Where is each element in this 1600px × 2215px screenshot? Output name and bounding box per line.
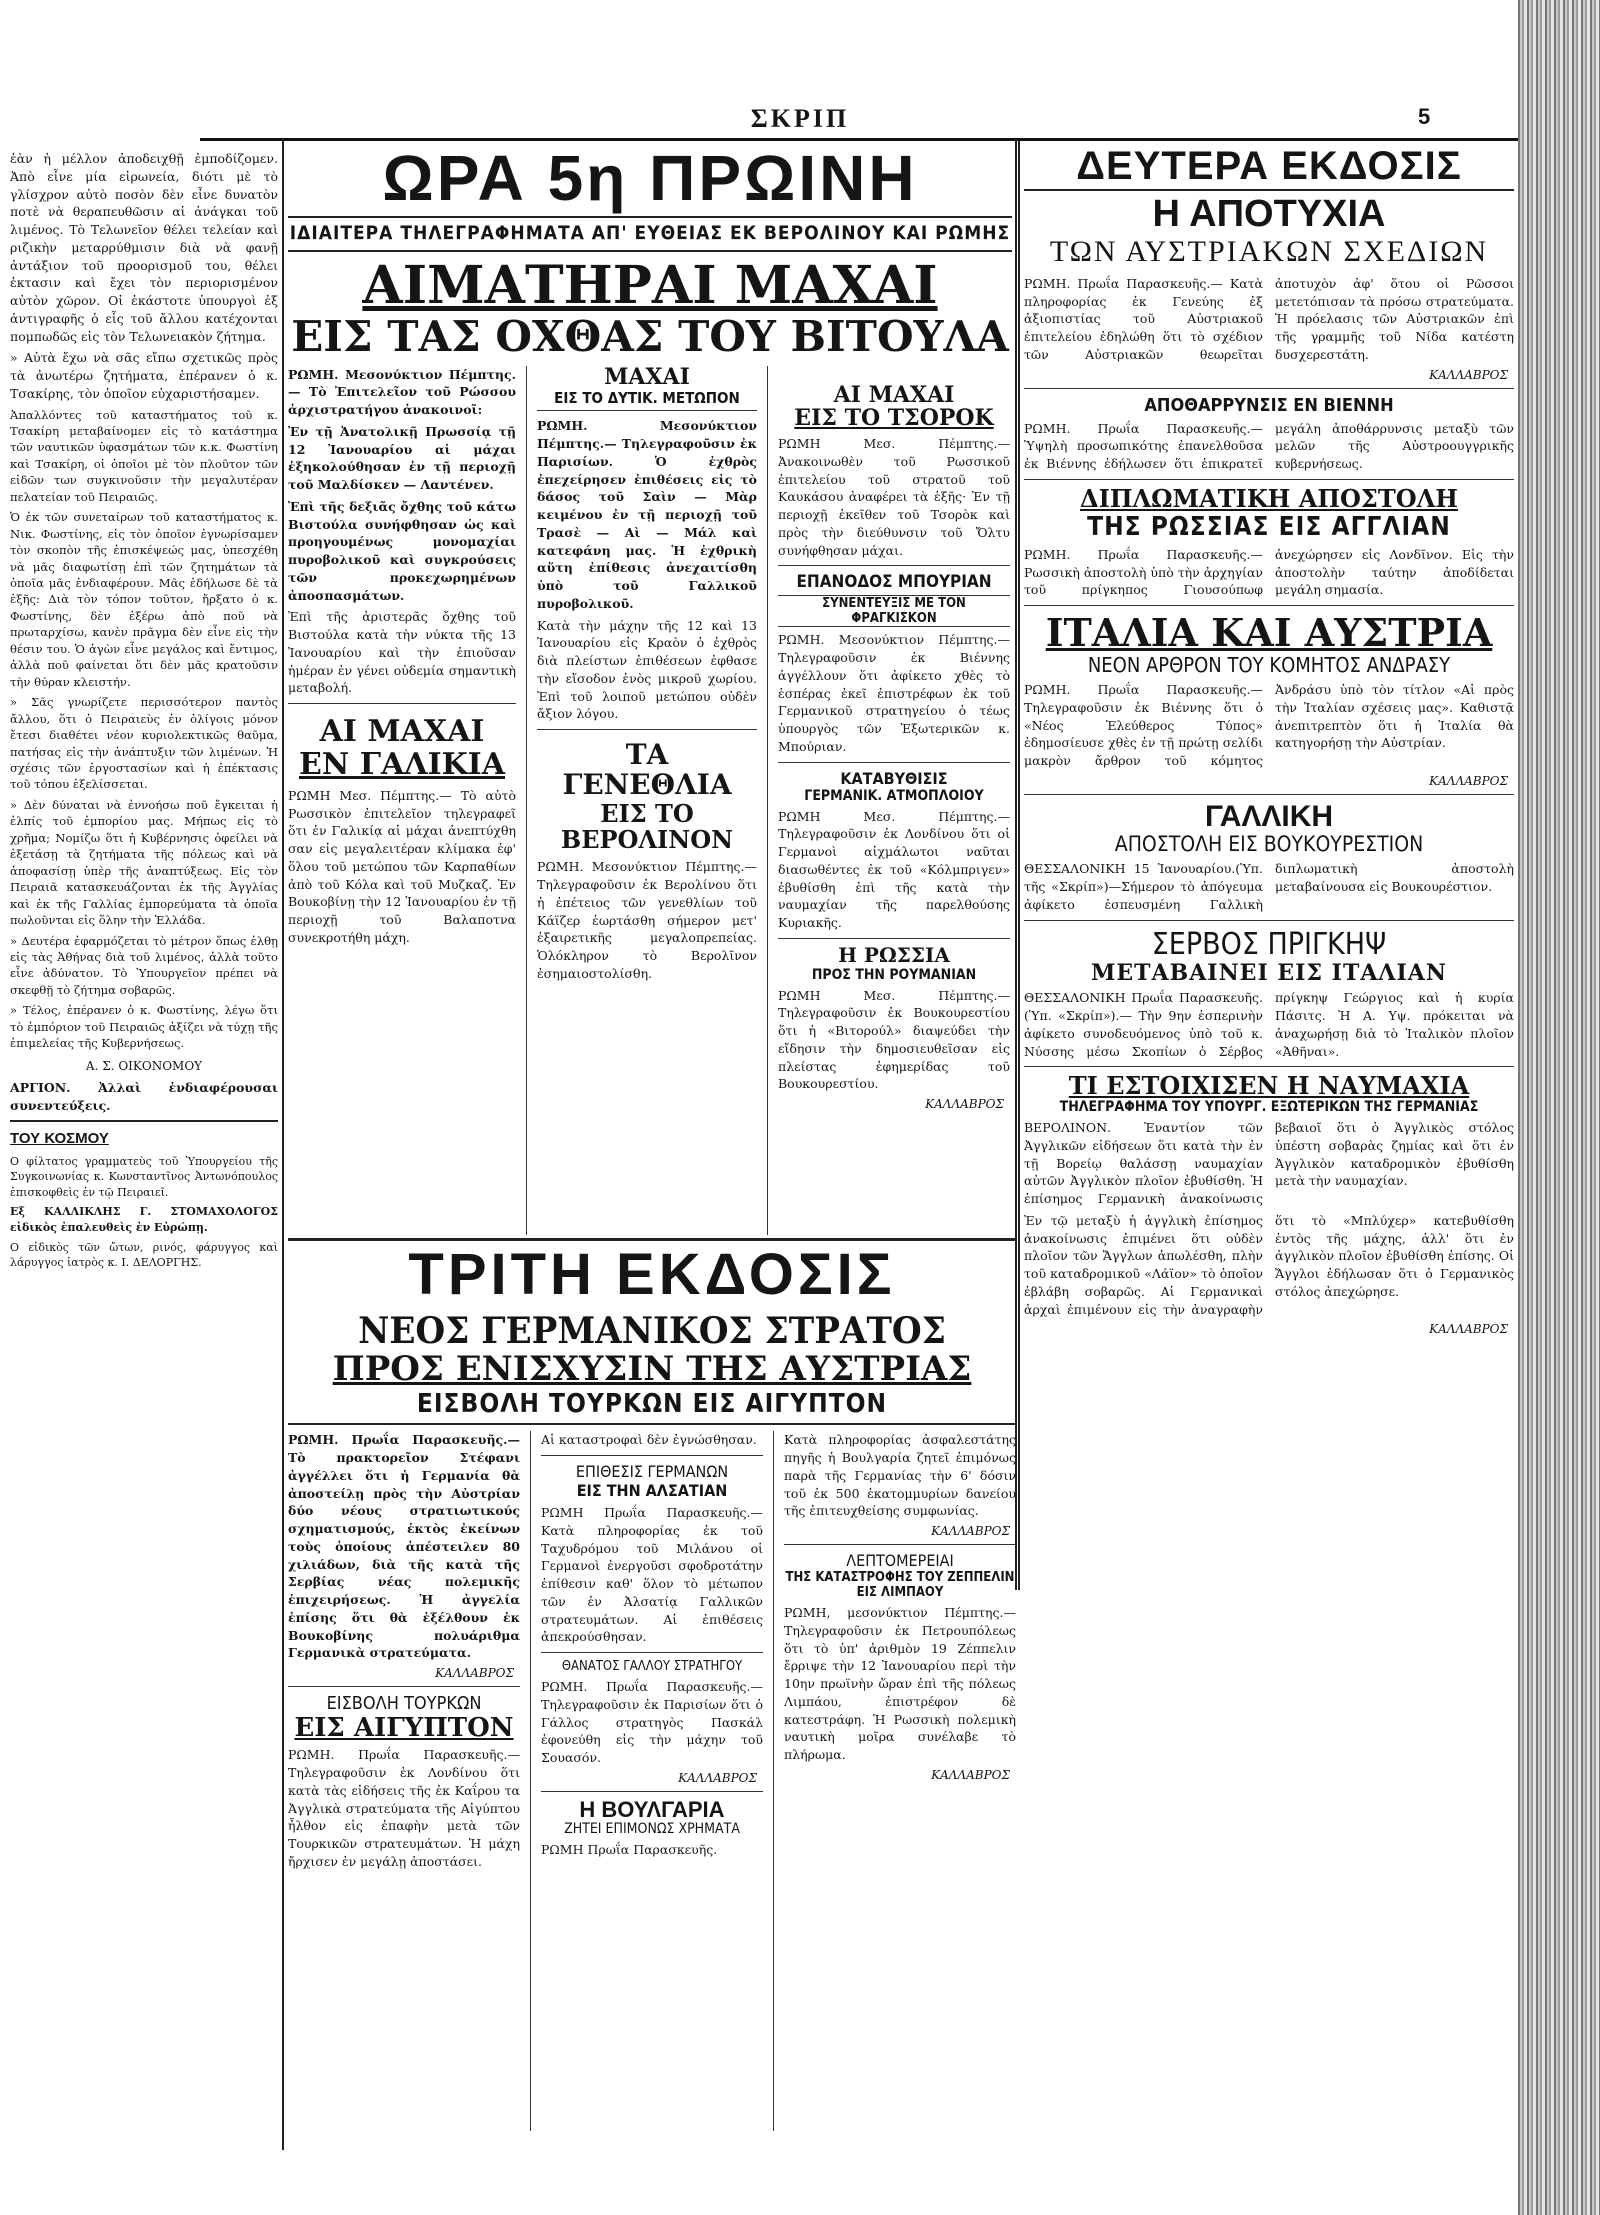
second-edition-title: ΔΕΥΤΕΡΑ ΕΚΔΟΣΙΣ <box>1024 145 1514 191</box>
divider <box>1024 920 1514 921</box>
page-header <box>0 0 1600 150</box>
byline: ΚΑΛΛΑΒΡΟΣ <box>1429 1322 1508 1337</box>
second-edition <box>1024 145 1514 2095</box>
subheadline-western-front: ΕΙΣ ΤΟ ΔΥΤΙΚ. ΜΕΤΩΠΟΝ <box>537 389 757 411</box>
column-rule <box>767 366 768 1235</box>
scan-edge <box>1518 0 1600 2215</box>
article-text: ΡΩΜΗ. Πρωΐα Παρασκευῆς.— Κατὰ πληροφορίας ἐκ Γενεύης ἐξ ἀξιοπιστίας τοῦ Αὐστριακοῦ ἐπιτελείου ἐδηλώθη ὅτι τὸ σχέδιον τῶν Αὐστριακῶν θεωρεῖται ἀποτυχὸν ἀφ' ὅτου οἱ Ρῶσσοι μετετόπισαν τὰ πρόσω στρατεύματα. Ἡ πρόελασις τῶν Αὐστριακῶν ἐπὶ τῆς γραμμῆς τοῦ Νίδα κατέστη δυσχερεστάτη. <box>1024 275 1514 362</box>
divider <box>288 1686 520 1687</box>
divider <box>784 1544 1016 1545</box>
hora-col-mid <box>537 363 757 1235</box>
article-text: ΡΩΜΗ. Πρωΐα Παρασκευῆς.— Τηλεγραφοῦσιν ἐκ Βιέννης ὅτι ὁ «Νέος Ἐλεύθερος Τύπος» ἐδημοσίευσε χθὲς ἐν τῇ πρώτῃ σελίδι μακρὸν ἄρθρον τοῦ κόμητος Ἀνδράσυ ὑπὸ τὸν τίτλον «Αἱ πρὸς τὴν Ἰταλίαν σχέσεις μας». Καθιστᾷ ἀνεπιτρεπτὸν ὅτι ἡ Ἰταλία θὰ κατηγορήσῃ τὴν Αὐστρίαν. <box>1024 682 1514 769</box>
headline-serbian-prince: ΣΕΡΒΟΣ ΠΡΙΓΚΗΨ <box>1151 926 1387 962</box>
headline-birthday: ΤΑ ΓΕΝΕΘΛΙΑ <box>562 738 732 802</box>
subheadline-serbian-prince: ΜΕΤΑΒΑΙΝΕΙ ΕΙΣ ΙΤΑΛΙΑΝ <box>1091 959 1447 986</box>
header-rule <box>200 138 1540 141</box>
article-text: Ἐπὶ τῆς δεξιᾶς ὄχθης τοῦ κάτω Βιστούλα συνήφθησαν ὡς καὶ προηγουμένως μονομαχίαι πυροβολικοῦ καὶ συγκρούσεις τῶν προκεχωρημένων ἀποσπασμάτων. <box>288 498 516 603</box>
byline: ΚΑΛΛΑΒΡΟΣ <box>925 1097 1004 1112</box>
divider <box>1024 388 1514 389</box>
article-text: Ο εἰδικὸς τῶν ὤτων, ρινός, φάρυγγος καὶ λάρυγγος ἰατρὸς κ. Ι. ΔΕΛΟΡΓΗΣ. <box>10 1240 278 1270</box>
hora-title: ΩΡΑ 5η ΠΡΩΙΝΗ <box>382 145 918 214</box>
column-rule <box>773 1431 774 2131</box>
headline-burian: ΕΠΑΝΟΔΟΣ ΜΠΟΥΡΙΑΝ <box>796 572 992 593</box>
headline-vistula: ΕΙΣ ΤΑΣ ΟΧΘΑΣ ΤΟΥ ΒΙΤΟΥΛΑ <box>291 312 1009 362</box>
divider <box>778 565 1010 566</box>
byline: ΚΑΛΛΑΒΡΟΣ <box>931 1767 1010 1782</box>
article-text: ΑΡΓΙΟΝ. Ἀλλαὶ ἐνδιαφέρουσαι συνεντεύξεις. <box>10 1079 278 1113</box>
article-text: » Τέλος, ἐπέρανεν ὁ κ. Φωστίνης, λέγω ὅτι τὸ ἐμπόριον τοῦ Πειραιῶς ἀξίζει νὰ τύχῃ τῆς ἐπιμελείας τῆς Κυβερνήσεως. <box>10 1003 278 1051</box>
headline-sinking: ΚΑΤΑΒΥΘΙΣΙΣ <box>840 768 948 788</box>
hora-columns <box>288 363 1012 1235</box>
byline: ΚΑΛΛΑΒΡΟΣ <box>435 1666 514 1681</box>
subheadline-zeppelin: ΤΗΣ ΚΑΤΑΣΤΡΟΦΗΣ ΤΟΥ ΖΕΠΠΕΛΙΝ ΕΙΣ ΛΙΜΠΑΟΥ <box>785 1570 1015 1601</box>
headline-bloody-battles: ΑΙΜΑΤΗΡΑΙ ΜΑΧΑΙ <box>362 255 938 317</box>
article-text: ΡΩΜΗ Μεσ. Πέμπτης.— Ἀνακοινωθὲν τοῦ Ρωσσικοῦ ἐπιτελείου τοῦ στρατοῦ τοῦ Καυκάσου ἀναφέρει τὰ ἑξῆς· Ἐν τῇ περιοχῇ ἐκεῖθεν τοῦ Τσορὸκ καὶ πρὸς τὴν διεύθυνσιν τοῦ Ὄλτυ συνήφθησαν μάχαι. <box>778 436 1010 558</box>
byline: ΚΑΛΛΑΒΡΟΣ <box>931 1524 1010 1539</box>
article-text: Ἐν τῷ μεταξὺ ἡ ἀγγλικὴ ἐπίσημος ἀνακοίνωσις ἐπιμένει ὅτι οὐδὲν πλοῖον τῶν Ἄγγλων ἀπωλέσθη, πλὴν τοῦ καταδρομικοῦ «Λάϊον» τὸ ὁποῖον ἐβλάβη σοβαρῶς. Αἱ Γερμανικαὶ ἀρχαὶ ἐπιμένουν εἰς τὴν ἀναγραφὴν ὅτι τὸ «Μπλύχερ» κατεβυθίσθη ἐντὸς τῆς μάχης, ἀλλ' ὅτι ἐν ἀγγλικὸν πλοῖον ἐβυθίσθη ἐπίσης. Οἱ Ἄγγλοι ἐδήλωσαν ὅτι ὁ Γερμανικὸς στόλος ἀπεχώρησε. <box>1024 1212 1514 1317</box>
article-text: ΡΩΜΗ. Πρωΐα Παρασκευῆς.— Τὸ πρακτορεῖον Στέφανι ἀγγέλλει ὅτι ἡ Γερμανία θὰ ἀποστείλῃ πρὸς τὴν Αὐστρίαν δύο νέους στρατιωτικούς σχηματισμούς, ἐκτὸς ἐκείνων τοὺς ὁποίους ἀπέστειλεν 80 χιλιάδων, διὰ τῆς κατὰ τῆς Σερβίας νέας πολεμικῆς ἐπιχειρήσεως. Ἡ ἀγγελία ἐπίσης ὅτι θὰ ἐξέλθουν ἐκ Βουκοβίνης πολυάριθμα Γερμανικὰ στρατεύματα. <box>288 1432 520 1661</box>
headline-galicia-sub: ΕΝ ΓΑΛΙΚΙΑ <box>298 746 505 782</box>
headline-western-front: ΜΑΧΑΙ <box>604 363 690 390</box>
headline-galicia: ΑΙ ΜΑΧΑΙ <box>319 714 485 750</box>
subheadline-french: ΑΠΟΣΤΟΛΗ ΕΙΣ ΒΟΥΚΟΥΡΕΣΤΙΟΝ <box>1114 832 1424 857</box>
article-text: ΡΩΜΗ Μεσ. Πέμπτης.— Τηλεγραφοῦσιν ἐκ Λονδίνου ὅτι οἱ Γερμανοὶ αἰχμάλωτοι ναῦται διασωθέντες ἐκ τοῦ «Κόλμπριγεν» ἐβυθίσθη ἐπὶ τῆς κατὰ τὴν ναυμαχίαν τῆς παρελθούσης Κυριακῆς. <box>778 808 1010 931</box>
subheadline-naval-battle: ΤΗΛΕΓΡΑΦΗΜΑ ΤΟΥ ΥΠΟΥΡΓ. ΕΞΩΤΕΡΙΚΩΝ ΤΗΣ ΓΕΡΜΑΝΙΑΣ <box>1059 1099 1479 1116</box>
article-text: ΡΩΜΗ, μεσονύκτιον Πέμπτης.— Τηλεγραφοῦσιν ἐκ Πετρουπόλεως ὅτι τὸ ὑπ' ἀριθμὸν 19 Ζέππελιν ἔρριψε τὴν 12 Ἰανουαρίου περὶ τὴν 10ην πρωϊνὴν ὥραν ἐπὶ τῆς πόλεως Λιμπάου, ἐπιστρέφον δὲ κατεστράφη. Ἡ Ρωσσικὴ πολεμικὴ ναυτικὴ μοῖρα συνέλαβε τὸ πλήρωμα. <box>784 1605 1016 1763</box>
byline: ΚΑΛΛΑΒΡΟΣ <box>1429 367 1508 382</box>
page-number: 5 <box>1418 104 1431 129</box>
headline-new-army: ΝΕΟΣ ΓΕΡΜΑΝΙΚΟΣ ΣΤΡΑΤΟΣ <box>358 1309 946 1352</box>
article-text: ΡΩΜΗ. Πρωΐα Παρασκευῆς.— Τηλεγραφοῦσιν ἐκ Παρισίων ὅτι ὁ Γάλλος στρατηγὸς Πασκάλ ἐφονεύθη εἰς τὴν μάχην τοῦ Σουασόν. <box>541 1679 763 1766</box>
article-text: Κατὰ πληροφορίας ἀσφαλεστάτης πηγῆς ἡ Βουλγαρία ζητεῖ ἐπιμόνως παρὰ τῆς Γερμανίας τὴν 6' δόσιν τοῦ ἐκ 500 ἑκατομμυρίων δανείου τῆς ἐπιτευχθείσης συμφωνίας. <box>784 1432 1016 1519</box>
divider <box>541 1652 763 1653</box>
headline-tsorok-sub: ΕΙΣ ΤΟ ΤΣΟΡΟΚ <box>794 405 994 432</box>
hora-col-left <box>288 366 516 1235</box>
headline-russia: Η ΡΩΣΣΙΑ <box>838 942 950 967</box>
section-heading: ΤΟΥ ΚΟΣΜΟΥ <box>10 1130 109 1148</box>
third-col-left <box>288 1431 520 2131</box>
article-text: ΡΩΜΗ Πρωΐα Παρασκευῆς. <box>541 1842 718 1858</box>
headline-invasion: ΕΙΣΒΟΛΗ ΤΟΥΡΚΩΝ ΕΙΣ ΑΙΓΥΠΤΟΝ <box>416 1389 888 1420</box>
headline-french: ΓΑΛΛΙΚΗ <box>1204 799 1334 833</box>
article-text: ΡΩΜΗ. Πρωΐα Παρασκευῆς.— Ὑψηλὴ προσωπικότης ἐπανελθοῦσα ἐκ Βιέννης ἐδήλωσεν ὅτι ἐπικρατεῖ μεγάλη ἀποθάρρυνσις μεταξὺ τῶν μελῶν τῆς Αὐστροουγγρικῆς κυβερνήσεως. <box>1024 420 1514 472</box>
headline-general-death: ΘΑΝΑΤΟΣ ΓΑΛΛΟΥ ΣΤΡΑΤΗΓΟΥ <box>561 1659 743 1675</box>
article-text: Ὁ ἐκ τῶν συνεταίρων τοῦ καταστήματος κ. Νικ. Φωστίνης, εἰς τὸν ὁποῖον ἐγνωρίσαμεν τὸν σκοπὸν τῆς ἐπισκέψεώς μας, ὑπεσχέθη νὰ μᾶς διαφωτίσῃ ἐπὶ τῶν ζητημάτων τὰ ὁποῖα μᾶς ἐνδιαφέρουν. Μᾶς ἐδήλωσε δὲ τὰ ἑξῆς: Διὰ τὸν τόπον τοῦτον, ἤρξατο ὁ κ. Φωστίνης, δὲν ἐξέρω ἀπὸ ποῦ νὰ πρωταρχίσω, κανὲν πρᾶγμα δὲν εἶνε εἰς τὴν θέσιν του. Ὁ ἀγὼν εἶνε μεγάλος καὶ ἔντιμος, ἀλλὰ ποῦ φαίνεται ὅτι δὲν μᾶς κρατοῦσιν τὴν θύραν κλειστήν. <box>10 510 278 689</box>
article-text: ΡΩΜΗ Πρωΐα Παρασκευῆς.— Κατὰ πληροφορίας ἐκ τοῦ Ταχυδρόμου τοῦ Μιλάνου οἱ Γερμανοὶ ἐνεργοῦσι σφοδροτάτην ἐπίθεσιν καθ' ὅλον τὸ μέτωπον τῶν ἐν Ἀλσατίᾳ Γαλλικῶν στρατευμάτων. Αἱ ἐπιθέσεις ἀπεκρούσθησαν. <box>541 1505 763 1645</box>
article-text: ΡΩΜΗ. Μεσονύκτιον Πέμπτης.— Τὸ Ἐπιτελεῖον τοῦ Ρώσσου ἀρχιστρατήγου ἀνακοινοῖ: <box>288 366 516 418</box>
subheadline-alsace: ΕΙΣ ΤΗΝ ΑΛΣΑΤΙΑΝ <box>576 1481 728 1501</box>
divider <box>537 729 757 730</box>
divider <box>778 938 1010 939</box>
subheadline-turk-invasion: ΕΙΣ ΑΙΓΥΠΤΟΝ <box>294 1713 514 1744</box>
headline-tsorok: ΑΙ ΜΑΧΑΙ <box>833 381 955 408</box>
headline-details: ΛΕΠΤΟΜΕΡΕΙΑΙ <box>846 1551 954 1571</box>
article-text: ΡΩΜΗ. Μεσονύκτιον Πέμπτης.— Τηλεγραφοῦσιν ἐκ Βερολίνου ὅτι ἡ ἐπέτειος τῶν γενεθλίων τοῦ Κάϊζερ ἑωρτάσθη σήμερον μετ' ἐξαιρετικῆς μεγαλοπρεπείας. Ὁλόκληρον τὸ Βερολῖνον ἐσημαιοστολίσθη. <box>537 859 757 981</box>
headline-failure: Η ΑΠΟΤΥΧΙΑ <box>1152 193 1386 235</box>
article-text: Ἀπαλλόντες τοῦ καταστήματος τοῦ κ. Τσακίρη μεταβαίνομεν εἰς τὸ κατάστημα τῶν ναυτικῶν ὑφασμάτων τῶν κ.κ. Φωστίνη καὶ Τσακίρη, οἱ ὁποῖοι μὲ τὸν πλοῦτον τῶν εἰδῶν των συγκινοῦσιν τὴν μεγαλυτέραν πελατείαν τοῦ Πειραιῶς. <box>10 407 278 504</box>
article-text: ΡΩΜΗ. Μεσονύκτιον Πέμπτης.— Τηλεγραφοῦσιν ἐκ Παρισίων. Ὁ ἐχθρὸς ἐπεχείρησεν ἐπιθέσεις εἰς τὸ δάσος τοῦ Σαὶν — Μὰρ κειμένου ἐν τῇ περιοχῇ τοῦ Τρασὲ — Αὶ — Μάλ καὶ κατεφάνη μας. Ἡ ἐχθρικὴ αὕτη ἐπίθεσις ἀνεχαιτίσθη ὑπὸ τοῦ Γαλλικοῦ πυροβολικοῦ. <box>537 418 757 611</box>
article-text: Εξ ΚΑΛΛΙΚΛΗΣ Γ. ΣΤΟΜΑΧΟΛΟΓΟΣ εἰδικὸς ἐπαλευθεὶς ἐν Εὐρώπῃ. <box>10 1205 278 1234</box>
byline: ΚΑΛΛΑΒΡΟΣ <box>678 1770 757 1785</box>
article-text: Ἐν τῇ Ἀνατολικῇ Πρωσσίᾳ τῇ 12 Ἰανουαρίου αἱ μάχαι ἐξηκολούθησαν ἐν τῇ περιοχῇ τοῦ Μαλδίσκεν — Λαντένεν. <box>288 423 516 493</box>
article-text: ΡΩΜΗ Μεσ. Πέμπτης.— Τηλεγραφοῦσιν ἐκ Βουκουρεστίου ὅτι ἡ «Βιτορούλ» διαψεύδει τὴν εἴδησιν τὴν δημοσιευθεῖσαν εἰς πλείστας ἐφημερίδας τοῦ Βουκουρεστίου. <box>778 987 1010 1092</box>
masthead: ΣΚΡΙΠ <box>750 104 850 133</box>
byline: ΚΑΛΛΑΒΡΟΣ <box>1429 773 1508 788</box>
headline-reinforcement: ΠΡΟΣ ΕΝΙΣΧΥΣΙΝ ΤΗΣ ΑΥΣΤΡΙΑΣ <box>332 1348 972 1389</box>
article-text: ΒΕΡΟΛΙΝΟΝ. Ἐναντίον τῶν Ἀγγλικῶν εἰδήσεων ὅτι κατὰ τὴν ἐν τῇ Βορείῳ θαλάσσῃ ναυμαχίαν αὐτῶν Ἀγγλικὸν πλοῖον ἐβυθίσθη. Ἡ ἐπίσημος Γερμανικὴ ἀνακοίνωσις βεβαιοῖ ὅτι ὁ Ἀγγλικὸς στόλος ὑπέστη σοβαρὰς ζημίας καὶ ὅτι ἐν Ἀγγλικὸν καταδρομικὸν ἐβυθίσθη μετὰ τὴν ναυμαχίαν. <box>1024 1120 1514 1207</box>
column-rule <box>530 1431 531 2131</box>
headline-vienna: ΑΠΟΘΑΡΡΥΝΣΙΣ ΕΝ ΒΙΕΝΝΗ <box>1144 394 1394 416</box>
author-signature: Α. Σ. ΟΙΚΟΝΟΜΟΥ <box>85 1058 203 1073</box>
divider <box>288 250 1012 252</box>
divider <box>288 1423 1016 1425</box>
divider <box>1024 479 1514 480</box>
headline-alsace: ΕΠΙΘΕΣΙΣ ΓΕΡΜΑΝΩΝ <box>575 1462 729 1482</box>
divider <box>778 762 1010 763</box>
divider <box>541 1791 763 1792</box>
article-text: » Δευτέρα ἐφαρμόζεται τὸ μέτρον ὅπως ἐλθῃ εἰς τὰς Ἀθήνας διὰ τοῦ λιμένος, ἀλλὰ τοῦτο εἶνε ἀδύνατον. Τὸ Ὑπουργεῖον πρέπει νὰ σκεφθῇ τὸ ζήτημα σοβαρῶς. <box>10 933 278 997</box>
article-text: » Σᾶς γνωρίζετε περισσότερον παντὸς ἄλλου, ὅτι ὁ Πειραιεὺς ἐν ὀλίγοις μόνον ἔτεσι διαθέτει νέον κυριολεκτικῶς θαῦμα, πατήσας εἰς τὴν ἀνάπτυξιν τῶν λιμένων. Ἡ σχέσις τῶν ἐργοστασίων καὶ ἡ ἐπέκτασις τοῦ τόπου ἐξελίσσεται. <box>10 695 278 792</box>
article-text: » Δὲν δύναται νὰ ἐννοήσω ποῦ ἔγκειται ἡ ἐλπίς τοῦ ἐμπορίου μας. Μήπως εἰς τὸ χρῆμα; Νομίζω ὅτι ἡ Κυβέρνησις ὀφείλει νὰ ἐξετάσῃ τὰ ζητήματα τῆς πόλεως καὶ νὰ ἀποφασίσῃ ὑπὲρ τῆς ἀναπτύξεως. Εἰς τὸν Πειραιᾶ κατασκευάζονται ἐκ τῆς Ἀγγλίας καὶ ἐκ τῆς Γαλλίας ἐμπορεύματα τὰ ὁποῖα πωλοῦνται εἰς ὅλην τὴν Ἑλλάδα. <box>10 797 278 928</box>
subheadline-failure: ΤΩΝ ΑΥΣΤΡΙΑΚΩΝ ΣΧΕΔΙΩΝ <box>1049 234 1489 268</box>
third-edition-title: ΤΡΙΤΗ ΕΚΔΟΣΙΣ <box>288 1238 1016 1306</box>
headline-bulgaria: Η ΒΟΥΛΓΑΡΙΑ <box>579 1796 725 1822</box>
divider <box>541 1455 763 1456</box>
article-text: ΡΩΜΗ Μεσ. Πέμπτης.— Τὸ αὐτὸ Ρωσσικὸν ἐπιτελεῖον τηλεγραφεῖ ὅτι ἐν Γαλικίᾳ αἱ μάχαι ἀνεπτύχθη σαν εἰς μεγαλειτέραν κλίμακα ἐφ' ὅλου τοῦ μετώπου τῶν Καρπαθίων ἀπὸ τοῦ Κόλα καὶ τοῦ Μυζκαζ. Ἐν Βουκοβίνῃ τὴν 12 Ἰανουαρίου ἐν τῇ περιοχῇ τοῦ Βαλαποτνα συνεκροτήθη μάχη. <box>288 787 516 945</box>
headline-turk-invasion: ΕΙΣΒΟΛΗ ΤΟΥΡΚΩΝ <box>326 1693 482 1715</box>
subheadline-russia: ΠΡΟΣ ΤΗΝ ΡΟΥΜΑΝΙΑΝ <box>811 966 977 983</box>
divider <box>288 216 1012 218</box>
article-column-1 <box>10 150 278 2140</box>
subheadline-sinking: ΓΕΡΜΑΝΙΚ. ΑΤΜΟΠΛΟΙΟΥ <box>804 787 984 804</box>
article-text: Ἐπὶ τῆς ἀριστερᾶς ὄχθης τοῦ Βιστούλα κατὰ τὴν νύκτα τῆς 13 Ἰανουαρίου καὶ τὴν ἐπιοῦσαν ἡμέραν ἐν γένει οὐδεμία σημαντικὴ μεταβολή. <box>288 609 516 696</box>
article-text: ΘΕΣΣΑΛΟΝΙΚΗ Πρωΐα Παρασκευῆς. (Ὑπ. «Σκρίπ»).— Τὴν 9ην ἑσπερινὴν ἀφίκετο συνοδευόμενος ὑπὸ τοῦ κ. Νύσσης μέσω Σκοπίων ὁ Σέρβος πρίγκηψ Γεώργιος καὶ ἡ κυρία Πάσιτς. Ἡ Α. Υψ. πρόκειται νὰ ἀναχωρήσῃ διὰ τὸ Ἰταλικὸν πλοῖον «Ἀθῆναι». <box>1024 990 1514 1059</box>
divider <box>288 703 516 704</box>
hora-block <box>288 145 1012 1235</box>
hora-subtitle: ΙΔΙΑΙΤΕΡΑ ΤΗΛΕΓΡΑΦΗΜΑΤΑ ΑΠ' ΕΥΘΕΙΑΣ ΕΚ ΒΕΡΟΛΙΝΟΥ ΚΑΙ ΡΩΜΗΣ <box>289 222 1011 245</box>
subheadline-bulgaria: ΖΗΤΕΙ ΕΠΙΜΟΝΩΣ ΧΡΗΜΑΤΑ <box>564 1821 740 1838</box>
divider <box>10 1120 278 1122</box>
headline-birthday-sub: ΕΙΣ ΤΟ ΒΕΡΟΛΙΝΟΝ <box>560 798 734 854</box>
divider <box>1024 605 1514 606</box>
headline-naval-battle: ΤΙ ΕΣΤΟΙΧΙΣΕΝ Η ΝΑΥΜΑΧΙΑ <box>1068 1071 1470 1101</box>
divider <box>1024 794 1514 795</box>
article-text: Κατὰ τὴν μάχην τῆς 12 καὶ 13 Ἰανουαρίου εἰς Κραὸν ὁ ἐχθρὸς διὰ πλείστων ἐπιθέσεων ἐφθασε τὴν εἴσοδον ἑνὸς μικροῦ χωρίου. Ἐπὶ τοῦ λοιποῦ μετώπου οὐδὲν ἄξιον λόγου. <box>537 617 757 722</box>
article-text: » Αὐτὰ ἔχω νὰ σᾶς εἴπω σχετικῶς πρὸς τὰ ἀνωτέρω ζητήματα, ἐπέρανεν ὁ κ. Τσακίρης, τὸν ὁποῖον εὐχαριστήσαμεν. <box>10 350 278 401</box>
third-col-right <box>784 1431 1016 2131</box>
column-rule <box>1018 140 1020 1590</box>
headline-italy-austria: ΙΤΑΛΙΑ ΚΑΙ ΑΥΣΤΡΙΑ <box>1045 610 1493 656</box>
subheadline-italy-austria: ΝΕΟΝ ΑΡΘΡΟΝ ΤΟΥ ΚΟΜΗΤΟΣ ΑΝΔΡΑΣΥ <box>1087 653 1451 678</box>
hora-col-right <box>778 366 1010 1235</box>
article-text: ἐὰν ἡ μέλλον ἀποδειχθῇ ἐμποδίζομεν. Ἀπὸ εἶνε μία εἰρωνεία, διότι μὲ τὸ γλίσχρον αὐτὸ ποσὸν δὲν εἶνε δυνατὸν ποτὲ νὰ θεραπευθῶσιν αἱ ἀνάγκαι τοῦ λιμένος. Τὸ Τελωνεῖον θέλει τελείαν καὶ ριζικὴν μεταρρύθμισιν διὰ νὰ φανῇ ἀντάξιον τοῦ προορισμοῦ του, θέλει ἐκτασιν καὶ ἔχει τὸν περιορισμένον αὐτὸν χῶρον. Οἱ ἐκάστοτε ὑπουργοὶ ἐξ ἀντιγραφῆς ὁ εἷς τοῦ ἄλλου κατέχονται πομπωδῶς εἰς τὸν Τελωνειακὸν ζήτημα. <box>10 151 278 344</box>
article-text: ΡΩΜΗ. Μεσονύκτιον Πέμπτης.— Τηλεγραφοῦσιν ἐκ Βιέννης ἀγγέλλουν ὅτι ἀφίκετο χθὲς τὸ ἑσπέρας ἐκεῖ ἐπιστρέφων ἐκ τοῦ Γερμανικοῦ στρατηγείου ὁ τέως ὑπουργὸς τῶν Ἐξωτερικῶν κ. Μπούριαν. <box>778 632 1010 754</box>
article-text: Αἱ καταστροφαὶ δὲν ἐγνώσθησαν. <box>541 1432 757 1448</box>
article-text: ΡΩΜΗ. Πρωΐα Παρασκευῆς.— Τηλεγραφοῦσιν ἐκ Λονδίνου ὅτι κατὰ τὰς εἰδήσεις τῆς ἐκ Καΐρου τα Ἀγγλικὰ στρατεύματα τῆς Αἰγύπτου ἦλθον εἰς ἐπαφὴν μετὰ τῶν Τουρκικῶν στρατευμάτων. Ἡ μάχη ἤρχισεν ἐν μεγάλῃ ἀποστάσει. <box>288 1747 520 1869</box>
third-edition-columns <box>288 1431 1016 2131</box>
article-text: ΘΕΣΣΑΛΟΝΙΚΗ 15 Ἰανουαρίου.(Ὑπ. τῆς «Σκρίπ»)—Σήμερον τὸ ἀπόγευμα ἀφίκετο ἐσπευσμένη Γαλλικὴ διπλωματικὴ ἀποστολὴ μεταβαίνουσα εἰς Βουκουρέστιον. <box>1024 861 1514 912</box>
subheadline-burian: ΣΥΝΕΝΤΕΥΞΙΣ ΜΕ ΤΟΝ ΦΡΑΓΚΙΣΚΟΝ <box>778 595 1010 627</box>
headline-diplomatic: ΔΙΠΛΩΜΑΤΙΚΗ ΑΠΟΣΤΟΛΗ <box>1080 483 1458 513</box>
subheadline-diplomatic: ΤΗΣ ΡΩΣΣΙΑΣ ΕΙΣ ΑΓΓΛΙΑΝ <box>1087 511 1451 542</box>
article-text: ΡΩΜΗ. Πρωΐα Παρασκευῆς.— Ρωσσικὴ ἀποστολὴ ὑπὸ τὴν ἀρχηγίαν τοῦ πρίγκηπος Γιουσούπωφ ἀνεχώρησεν εἰς Λονδῖνον. Εἰς τὴν ἀποστολὴν ταύτην ἀποδίδεται μεγάλη σημασία. <box>1024 546 1514 598</box>
column-rule <box>526 366 527 1235</box>
third-edition <box>288 1238 1016 2138</box>
column-rule <box>282 140 284 2150</box>
divider <box>1024 1066 1514 1067</box>
third-col-mid <box>541 1431 763 2131</box>
article-text: Ο φίλτατος γραμματεὺς τοῦ Ὑπουργείου τῆς Συγκοινωνίας κ. Κωνσταντῖνος Ἀντωνόπουλος ἐπισκοφθεὶς ἐν τῷ Πειραιεῖ. <box>10 1154 278 1199</box>
